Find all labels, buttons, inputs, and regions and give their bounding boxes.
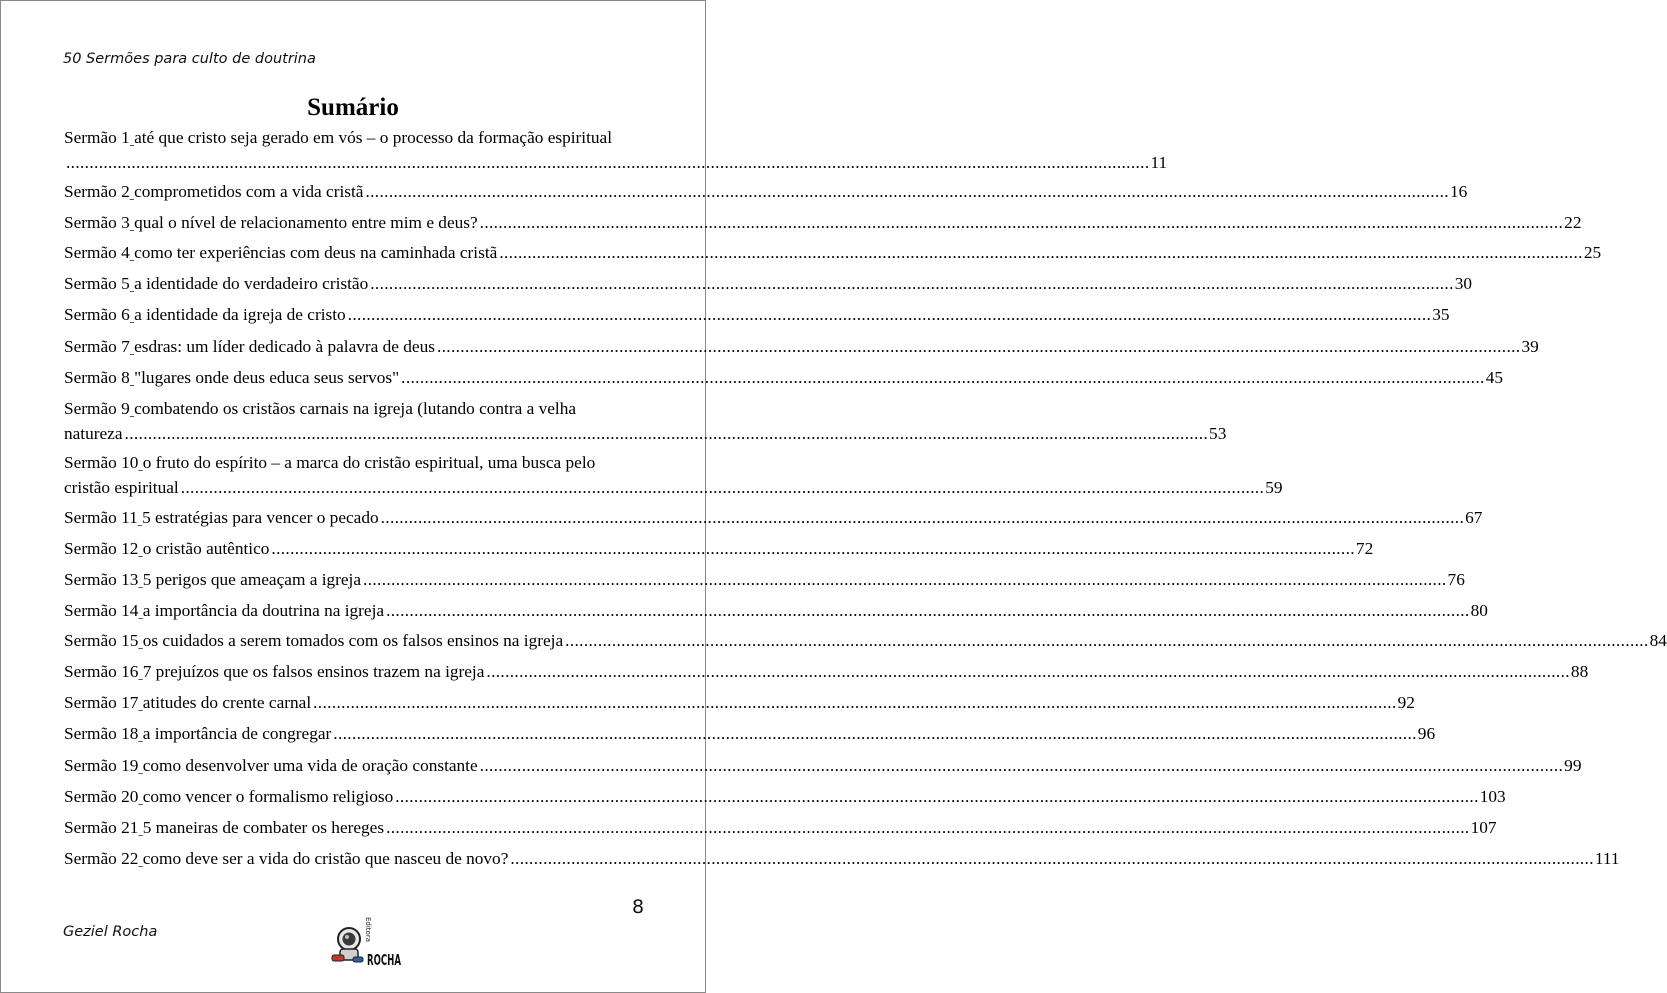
toc-entry-label: Sermão 5 — [64, 274, 130, 293]
dot-leader — [480, 753, 1564, 778]
toc-entry-title: o fruto do espírito – a marca do cristão espiritual, uma busca pelo — [142, 453, 596, 472]
toc-entry-page: 84 — [1649, 631, 1667, 650]
dot-leader — [313, 690, 1397, 715]
page-title: Sumário — [307, 94, 399, 121]
dot-leader — [370, 271, 1454, 296]
toc-entry-page: 22 — [1564, 213, 1582, 232]
dot-leader — [510, 846, 1594, 871]
toc-entry[interactable] — [64, 365, 1503, 390]
toc-entry-title: como ter experiências com deus na caminhada cristã — [134, 243, 498, 262]
toc-entry[interactable] — [64, 598, 1488, 623]
toc-entry[interactable] — [64, 210, 1582, 235]
toc-entry-label: Sermão 19 — [64, 756, 139, 775]
toc-entry-page: 39 — [1521, 337, 1539, 356]
toc-entry-title: a importância de congregar — [142, 724, 332, 743]
toc-entry-title: como deve ser a vida do cristão que nasceu de novo? — [142, 849, 509, 868]
toc-entry-title: esdras: um líder dedicado à palavra de deus — [134, 337, 435, 356]
toc-entry-label: Sermão 2 — [64, 182, 130, 201]
toc-entry[interactable] — [64, 753, 1582, 778]
toc-entry[interactable] — [64, 179, 1468, 204]
toc-entry[interactable] — [64, 240, 1602, 265]
toc-entry-title: 5 estratégias para vencer o pecado — [142, 508, 379, 527]
toc-entry-page: 92 — [1397, 693, 1415, 712]
toc-entry-page: 25 — [1583, 243, 1602, 262]
toc-entry-page: 35 — [1432, 305, 1450, 324]
toc-entry-label: Sermão 6 — [64, 305, 130, 324]
toc-entry-label: Sermão 3 — [64, 213, 130, 232]
toc-entry-page: 30 — [1454, 274, 1473, 293]
toc-entry-page: 88 — [1570, 662, 1589, 681]
toc-entry-title: combatendo os cristãos carnais na igreja (lutando contra a velha — [134, 399, 577, 418]
toc-entry-title: 5 maneiras de combater os hereges — [142, 818, 385, 837]
toc-entry-title: 5 perigos que ameaçam a igreja — [142, 570, 362, 589]
toc-entry-label: Sermão 11 — [64, 508, 138, 527]
toc-entry-label: Sermão 20 — [64, 787, 139, 806]
toc-entry-label: Sermão 17 — [64, 693, 139, 712]
dot-leader — [395, 784, 1479, 809]
toc-entry-title: como desenvolver uma vida de oração constante — [142, 756, 478, 775]
logo-small-text: Editora — [364, 917, 372, 943]
dot-leader — [363, 567, 1447, 592]
toc-entry-page: 103 — [1479, 787, 1506, 806]
toc-entry-page: 72 — [1355, 539, 1374, 558]
toc-entry-page: 96 — [1417, 724, 1436, 743]
dot-leader — [386, 815, 1470, 840]
logo-big-text: ROCHA — [367, 951, 402, 969]
toc-entry-title: o cristão autêntico — [142, 539, 270, 558]
toc-entry-page: 76 — [1447, 570, 1465, 589]
toc-entry[interactable] — [64, 271, 1473, 296]
publisher-logo — [327, 915, 403, 971]
toc-entry-title: comprometidos com a vida cristã — [134, 182, 364, 201]
toc-entry-title: até que cristo seja gerado em vós – o processo da formação espiritual — [134, 128, 613, 147]
dot-leader — [348, 302, 1432, 327]
toc-entry-page: 53 — [1209, 424, 1227, 443]
toc-entry[interactable] — [64, 628, 1667, 653]
toc-entry-page: 67 — [1465, 508, 1483, 527]
toc-entry-title: como vencer o formalismo religioso — [142, 787, 394, 806]
toc-entry-title: a identidade do verdadeiro cristão — [134, 274, 369, 293]
dot-leader — [386, 598, 1470, 623]
dot-leader — [381, 505, 1465, 530]
toc-entry-label: Sermão 13 — [64, 570, 139, 589]
dot-leader — [271, 536, 1355, 561]
toc-entry-page: 11 — [1150, 153, 1168, 172]
dot-leader — [365, 179, 1449, 204]
toc-entry[interactable] — [64, 784, 1506, 809]
dot-leader — [333, 721, 1417, 746]
toc-entry-label: Sermão 18 — [64, 724, 139, 743]
dot-leader — [66, 150, 1150, 175]
toc-entry-page: 107 — [1470, 818, 1497, 837]
toc-entry-label: Sermão 12 — [64, 539, 139, 558]
toc-entry[interactable] — [64, 815, 1497, 840]
toc-entry-title-continued: cristão espiritual — [64, 478, 179, 497]
toc-entry-page: 111 — [1594, 849, 1620, 868]
toc-entry[interactable] — [64, 302, 1450, 327]
dot-leader — [125, 421, 1209, 446]
toc-entry-title-continued: natureza — [64, 424, 123, 443]
book-title-header: 50 Sermões para culto de doutrina — [63, 51, 316, 67]
toc-entry-label: Sermão 21 — [64, 818, 139, 837]
toc-entry[interactable] — [64, 567, 1465, 592]
toc-entry-title: a importância da doutrina na igreja — [142, 601, 385, 620]
toc-entry-page: 80 — [1470, 601, 1488, 620]
dot-leader — [499, 240, 1583, 265]
page-number: 8 — [632, 896, 645, 918]
dot-leader — [480, 210, 1564, 235]
toc-entry-label: Sermão 14 — [64, 601, 139, 620]
toc-entry[interactable] — [64, 536, 1374, 561]
toc-entry-label: Sermão 4 — [64, 243, 130, 262]
toc-entry-label: Sermão 15 — [64, 631, 139, 650]
toc-entry-title: atitudes do crente carnal — [142, 693, 312, 712]
toc-entry-title: a identidade da igreja de cristo — [134, 305, 346, 324]
toc-entry-page: 16 — [1449, 182, 1468, 201]
toc-entry[interactable] — [64, 450, 1283, 500]
toc-entry-page: 99 — [1564, 756, 1582, 775]
toc-entry-page: 59 — [1265, 478, 1283, 497]
dot-leader — [437, 334, 1521, 359]
dot-leader — [565, 628, 1649, 653]
toc-entry-label: Sermão 16 — [64, 662, 139, 681]
toc-entry[interactable] — [64, 690, 1415, 715]
toc-entry[interactable] — [64, 659, 1589, 684]
dot-leader — [401, 365, 1485, 390]
toc-entry-label: Sermão 1 — [64, 128, 130, 147]
dot-leader — [181, 475, 1265, 500]
toc-entry-label: Sermão 8 — [64, 368, 130, 387]
toc-entry-title: qual o nível de relacionamento entre mim e deus? — [134, 213, 478, 232]
toc-entry[interactable] — [64, 334, 1539, 359]
toc-entry-label: Sermão 10 — [64, 453, 139, 472]
toc-entry[interactable] — [64, 505, 1483, 530]
toc-entry-page: 45 — [1485, 368, 1503, 387]
toc-entry[interactable] — [64, 396, 1227, 446]
toc-entry-title: 7 prejuízos que os falsos ensinos trazem na igreja — [142, 662, 485, 681]
toc-entry-label: Sermão 9 — [64, 399, 130, 418]
author-name: Geziel Rocha — [63, 924, 158, 940]
toc-entry-label: Sermão 22 — [64, 849, 139, 868]
toc-entry[interactable] — [64, 721, 1436, 746]
dot-leader — [486, 659, 1570, 684]
toc-entry-label: Sermão 7 — [64, 337, 130, 356]
toc-entry-title: "lugares onde deus educa seus servos" — [134, 368, 400, 387]
toc-entry-title: os cuidados a serem tomados com os falsos ensinos na igreja — [142, 631, 564, 650]
toc-entry[interactable] — [64, 125, 1168, 175]
toc-entry[interactable] — [64, 846, 1620, 871]
